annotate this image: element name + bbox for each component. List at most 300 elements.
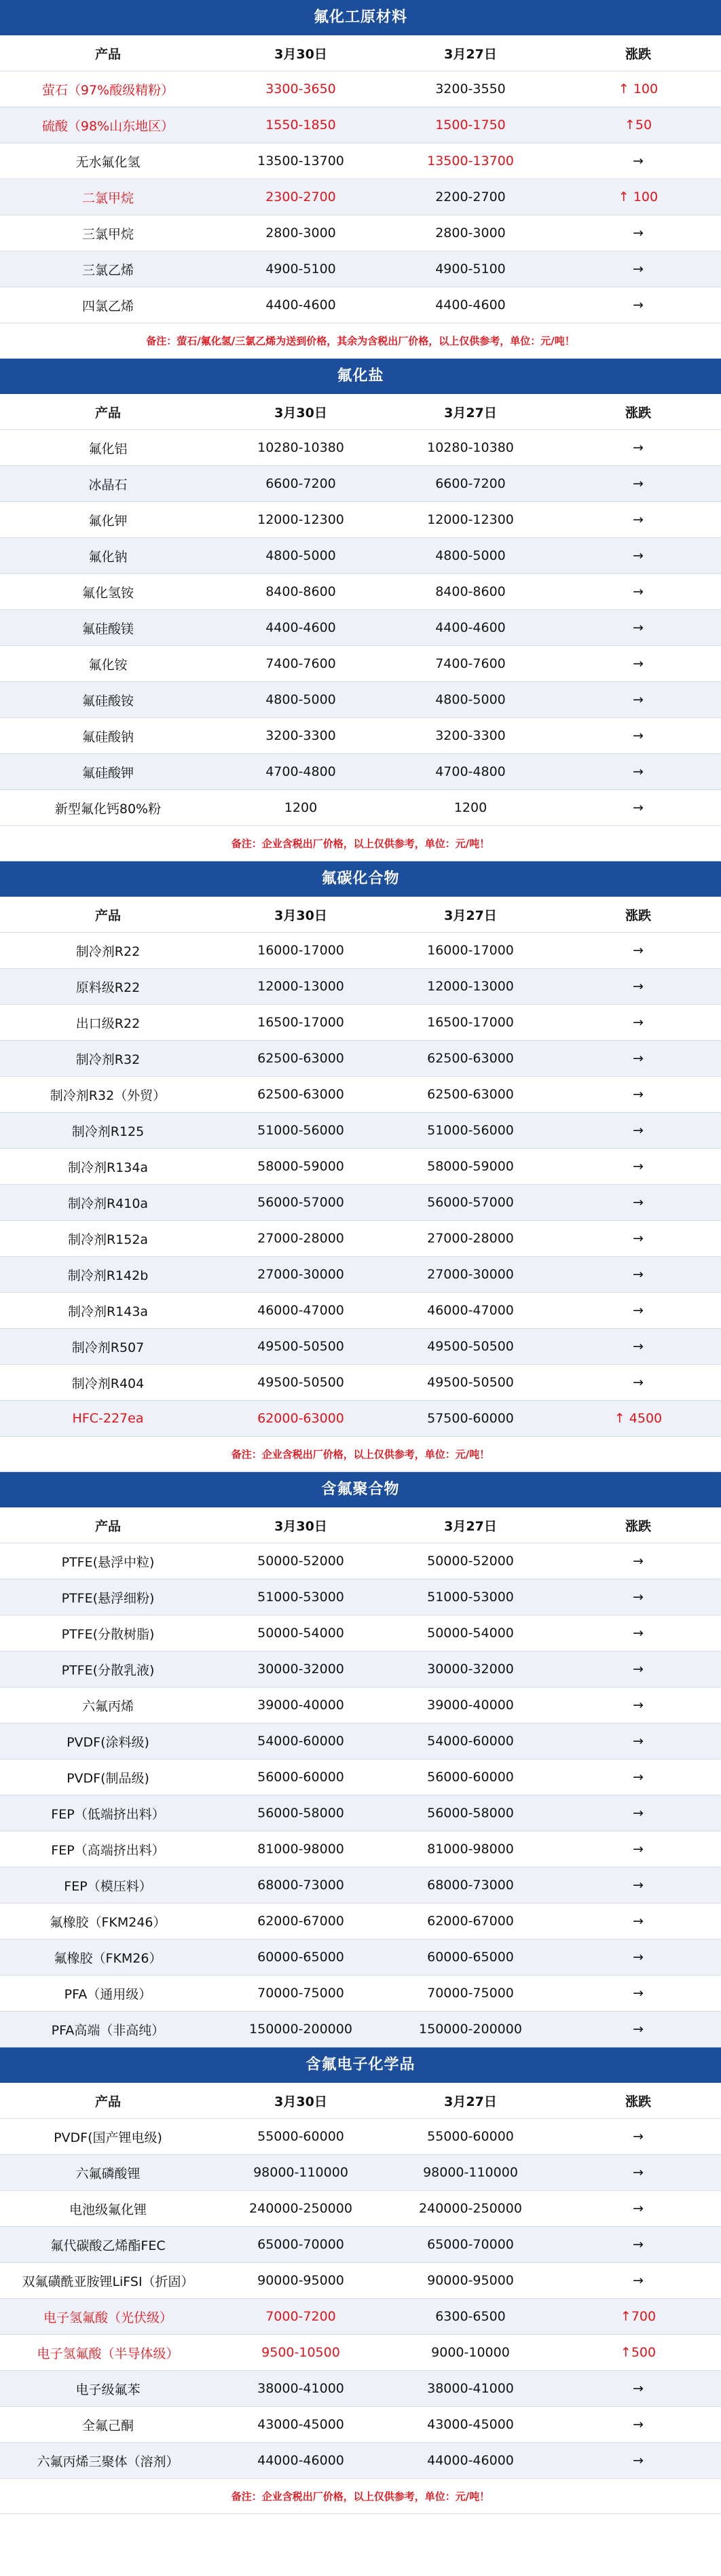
cell-price-date-1: 50000-52000 bbox=[257, 1554, 344, 1569]
cell-price-date-2: 1500-1750 bbox=[435, 118, 506, 132]
cell-price-date-1: 12000-13000 bbox=[257, 979, 344, 994]
cell-price-date-1: 12000-12300 bbox=[257, 512, 344, 527]
cell-product: 氟化氢铵 bbox=[81, 585, 134, 601]
table-row bbox=[0, 646, 721, 682]
cell-change: → bbox=[633, 2381, 644, 2396]
table-row bbox=[0, 2407, 721, 2443]
cell-product: 硫酸（98%山东地区） bbox=[41, 118, 174, 134]
cell-price-date-1: 9500-10500 bbox=[261, 2345, 340, 2360]
table-row bbox=[0, 251, 721, 287]
cell-change: → bbox=[633, 2273, 644, 2288]
table-row bbox=[0, 1975, 721, 2011]
table-row bbox=[0, 2155, 721, 2191]
table-row bbox=[0, 2263, 721, 2299]
table-row bbox=[0, 1257, 721, 1293]
cell-price-date-2: 60000-65000 bbox=[427, 1950, 514, 1965]
cell-change: → bbox=[633, 1950, 644, 1965]
cell-price-date-1: 62500-63000 bbox=[257, 1087, 344, 1102]
cell-price-date-1: 49500-50500 bbox=[257, 1375, 344, 1390]
cell-change: → bbox=[633, 226, 644, 240]
cell-product: 全氟己酮 bbox=[81, 2418, 134, 2433]
table-row bbox=[0, 2011, 721, 2047]
cell-price-date-2: 30000-32000 bbox=[427, 1662, 514, 1677]
cell-change: → bbox=[633, 548, 644, 563]
cell-price-date-1: 49500-50500 bbox=[257, 1339, 344, 1354]
cell-price-date-1: 7400-7600 bbox=[265, 656, 336, 671]
cell-price-date-1: 54000-60000 bbox=[257, 1734, 344, 1749]
cell-product: 萤石（97%酸级精粉） bbox=[41, 82, 174, 98]
cell-price-date-1: 1550-1850 bbox=[265, 118, 336, 132]
cell-price-date-2: 27000-28000 bbox=[427, 1231, 514, 1246]
table-row bbox=[0, 538, 721, 574]
cell-price-date-1: 38000-41000 bbox=[257, 2381, 344, 2396]
cell-change: → bbox=[633, 656, 644, 671]
cell-price-date-2: 39000-40000 bbox=[427, 1698, 514, 1713]
section-note: 备注：萤石/氟化氢/三氯乙烯为送到价格，其余为含税出厂价格，以上仅供参考，单位：元/吨！ bbox=[0, 323, 721, 359]
cell-product: PVDF(涂料级) bbox=[67, 1734, 149, 1750]
cell-product: 氟橡胶（FKM246） bbox=[50, 1914, 166, 1930]
price-section bbox=[0, 861, 721, 1472]
cell-change: → bbox=[633, 1123, 644, 1138]
table-row bbox=[0, 610, 721, 646]
table-row bbox=[0, 1401, 721, 1437]
header-date-1: 3月30日 bbox=[274, 908, 327, 923]
header-date-2: 3月27日 bbox=[444, 405, 497, 421]
cell-product: 氟硅酸镁 bbox=[81, 621, 134, 637]
cell-product: PVDF(制品级) bbox=[67, 1770, 149, 1786]
cell-price-date-1: 4400-4600 bbox=[265, 298, 336, 312]
cell-product: PTFE(悬浮细粉) bbox=[61, 1590, 155, 1606]
cell-product: 氟化铝 bbox=[88, 441, 128, 457]
cell-product: 氟代碳酸乙烯酯FEC bbox=[50, 2238, 166, 2253]
cell-change: → bbox=[633, 1231, 644, 1246]
cell-price-date-2: 4700-4800 bbox=[435, 764, 506, 779]
cell-product: 三氯乙烯 bbox=[81, 262, 134, 278]
cell-product: 制冷剂R134a bbox=[67, 1160, 149, 1175]
table-row bbox=[0, 1041, 721, 1077]
cell-price-date-1: 7000-7200 bbox=[265, 2309, 336, 2324]
cell-product: 原料级R22 bbox=[75, 980, 141, 995]
cell-price-date-2: 90000-95000 bbox=[427, 2273, 514, 2288]
cell-product: 氟硅酸钠 bbox=[81, 729, 134, 745]
cell-change: → bbox=[633, 1842, 644, 1857]
header-date-1: 3月30日 bbox=[274, 2094, 327, 2109]
cell-change: → bbox=[633, 476, 644, 491]
cell-change: ↑700 bbox=[620, 2309, 657, 2324]
cell-change: → bbox=[633, 1986, 644, 2001]
cell-product: 制冷剂R410a bbox=[67, 1196, 149, 1211]
cell-product: FEP（模压料） bbox=[64, 1878, 152, 1894]
section-title: 氟化工原材料 bbox=[0, 0, 721, 35]
cell-change: → bbox=[633, 1878, 644, 1893]
cell-change: → bbox=[633, 1339, 644, 1354]
cell-change: ↑ 100 bbox=[618, 190, 659, 204]
cell-price-date-1: 56000-57000 bbox=[257, 1195, 344, 1210]
cell-price-date-2: 240000-250000 bbox=[419, 2201, 522, 2216]
cell-change: → bbox=[633, 1051, 644, 1066]
header-date-1: 3月30日 bbox=[274, 46, 327, 62]
cell-price-date-1: 4400-4600 bbox=[265, 620, 336, 635]
cell-price-date-2: 3200-3300 bbox=[435, 728, 506, 743]
table-row bbox=[0, 1831, 721, 1867]
table-row bbox=[0, 1185, 721, 1221]
cell-change: → bbox=[633, 1590, 644, 1605]
cell-change: ↑500 bbox=[620, 2345, 657, 2360]
table-row bbox=[0, 502, 721, 538]
cell-product: FEP（低端挤出料） bbox=[51, 1806, 165, 1822]
cell-price-date-1: 46000-47000 bbox=[257, 1303, 344, 1318]
cell-change: → bbox=[633, 262, 644, 276]
cell-product: 制冷剂R22 bbox=[75, 944, 141, 959]
cell-price-date-1: 27000-30000 bbox=[257, 1267, 344, 1282]
cell-product: 制冷剂R404 bbox=[71, 1376, 145, 1391]
section-note: 备注：企业含税出厂价格，以上仅供参考，单位：元/吨！ bbox=[0, 826, 721, 861]
table-row bbox=[0, 1579, 721, 1615]
price-section bbox=[0, 1472, 721, 2047]
cell-product: 电子氢氟酸（半导体级） bbox=[37, 2346, 179, 2361]
table-row bbox=[0, 2335, 721, 2371]
table-row bbox=[0, 933, 721, 969]
cell-price-date-1: 56000-58000 bbox=[257, 1806, 344, 1821]
cell-product: 氟硅酸铵 bbox=[81, 693, 134, 709]
cell-price-date-1: 4800-5000 bbox=[265, 692, 336, 707]
table-row bbox=[0, 1723, 721, 1759]
cell-price-date-2: 62500-63000 bbox=[427, 1051, 514, 1066]
cell-change: → bbox=[633, 1734, 644, 1749]
cell-price-date-1: 16000-17000 bbox=[257, 943, 344, 958]
cell-price-date-1: 150000-200000 bbox=[249, 2022, 352, 2037]
table-row bbox=[0, 2443, 721, 2479]
cell-change: → bbox=[633, 2201, 644, 2216]
table-row bbox=[0, 1615, 721, 1651]
cell-price-date-2: 62000-67000 bbox=[427, 1914, 514, 1929]
cell-product: 新型氟化钙80%粉 bbox=[54, 801, 162, 817]
cell-price-date-2: 50000-52000 bbox=[427, 1554, 514, 1569]
table-row bbox=[0, 969, 721, 1005]
cell-price-date-2: 57500-60000 bbox=[427, 1411, 514, 1426]
price-section bbox=[0, 359, 721, 861]
cell-price-date-1: 55000-60000 bbox=[257, 2129, 344, 2144]
cell-price-date-2: 4400-4600 bbox=[435, 298, 506, 312]
cell-price-date-1: 16500-17000 bbox=[257, 1015, 344, 1030]
table-row bbox=[0, 215, 721, 251]
header-change: 涨跌 bbox=[625, 405, 651, 421]
cell-price-date-2: 43000-45000 bbox=[427, 2417, 514, 2432]
cell-change: → bbox=[633, 979, 644, 994]
header-date-2: 3月27日 bbox=[444, 1518, 497, 1534]
cell-price-date-2: 4900-5100 bbox=[435, 262, 506, 276]
cell-product: PFA（通用级） bbox=[64, 1986, 152, 2002]
cell-price-date-2: 13500-13700 bbox=[427, 154, 514, 168]
header-product: 产品 bbox=[94, 2094, 121, 2109]
cell-product: 出口级R22 bbox=[75, 1016, 141, 1031]
section-title: 氟化盐 bbox=[0, 359, 721, 394]
table-row bbox=[0, 466, 721, 502]
cell-price-date-1: 65000-70000 bbox=[257, 2237, 344, 2252]
cell-product: 二氯甲烷 bbox=[81, 190, 134, 206]
cell-product: 制冷剂R152a bbox=[67, 1232, 149, 1247]
table-row bbox=[0, 1329, 721, 1365]
table-row bbox=[0, 1903, 721, 1939]
cell-price-date-1: 3300-3650 bbox=[265, 82, 336, 96]
cell-price-date-2: 58000-59000 bbox=[427, 1159, 514, 1174]
cell-price-date-2: 70000-75000 bbox=[427, 1986, 514, 2001]
cell-change: → bbox=[633, 692, 644, 707]
cell-price-date-2: 2800-3000 bbox=[435, 226, 506, 240]
header-date-2: 3月27日 bbox=[444, 908, 497, 923]
cell-price-date-1: 81000-98000 bbox=[257, 1842, 344, 1857]
header-date-1: 3月30日 bbox=[274, 1518, 327, 1534]
table-row bbox=[0, 1113, 721, 1149]
section-title: 含氟电子化学品 bbox=[0, 2047, 721, 2083]
cell-change: → bbox=[633, 1626, 644, 1641]
cell-change: → bbox=[633, 1770, 644, 1785]
cell-product: 电池级氟化锂 bbox=[69, 2202, 147, 2217]
cell-price-date-1: 27000-28000 bbox=[257, 1231, 344, 1246]
cell-price-date-1: 2300-2700 bbox=[265, 190, 336, 204]
cell-change: → bbox=[633, 2237, 644, 2252]
cell-change: → bbox=[633, 2417, 644, 2432]
cell-price-date-1: 62000-67000 bbox=[257, 1914, 344, 1929]
header-change: 涨跌 bbox=[625, 908, 651, 923]
cell-product: 制冷剂R143a bbox=[67, 1304, 149, 1319]
cell-change: → bbox=[633, 584, 644, 599]
table-row bbox=[0, 1867, 721, 1903]
cell-change: → bbox=[633, 512, 644, 527]
table-row bbox=[0, 1543, 721, 1579]
cell-price-date-2: 16000-17000 bbox=[427, 943, 514, 958]
cell-change: → bbox=[633, 800, 644, 815]
cell-product: 氟化铵 bbox=[88, 657, 128, 673]
cell-price-date-2: 51000-53000 bbox=[427, 1590, 514, 1605]
cell-price-date-2: 150000-200000 bbox=[419, 2022, 522, 2037]
cell-change: → bbox=[633, 2165, 644, 2180]
cell-change: → bbox=[633, 1698, 644, 1713]
cell-price-date-2: 8400-8600 bbox=[435, 584, 506, 599]
header-date-2: 3月27日 bbox=[444, 46, 497, 62]
cell-product: 双氟磺酰亚胺锂LiFSI（折固） bbox=[22, 2274, 194, 2289]
cell-price-date-1: 70000-75000 bbox=[257, 1986, 344, 2001]
cell-price-date-2: 6300-6500 bbox=[435, 2309, 506, 2324]
cell-price-date-1: 13500-13700 bbox=[257, 154, 344, 168]
cell-price-date-1: 6600-7200 bbox=[265, 476, 336, 491]
table-row bbox=[0, 754, 721, 790]
cell-product: 无水氟化氢 bbox=[75, 154, 141, 170]
header-product: 产品 bbox=[94, 405, 121, 421]
cell-price-date-2: 9000-10000 bbox=[431, 2345, 510, 2360]
cell-product: 四氯乙烯 bbox=[81, 298, 134, 314]
cell-price-date-1: 30000-32000 bbox=[257, 1662, 344, 1677]
cell-price-date-1: 98000-110000 bbox=[253, 2165, 348, 2180]
cell-price-date-1: 4700-4800 bbox=[265, 764, 336, 779]
cell-price-date-2: 1200 bbox=[454, 800, 487, 815]
cell-product: 六氟丙烯 bbox=[81, 1698, 134, 1714]
cell-price-date-2: 50000-54000 bbox=[427, 1626, 514, 1641]
section-title: 氟碳化合物 bbox=[0, 861, 721, 897]
cell-price-date-2: 4800-5000 bbox=[435, 692, 506, 707]
cell-product: PFA高端（非高纯） bbox=[51, 2022, 165, 2038]
cell-change: → bbox=[633, 1914, 644, 1929]
cell-price-date-1: 3200-3300 bbox=[265, 728, 336, 743]
cell-change: ↑ 100 bbox=[618, 82, 659, 96]
cell-price-date-2: 2200-2700 bbox=[435, 190, 506, 204]
cell-price-date-2: 49500-50500 bbox=[427, 1339, 514, 1354]
cell-change: → bbox=[633, 1375, 644, 1390]
table-row bbox=[0, 2299, 721, 2335]
cell-product: PTFE(分散乳液) bbox=[61, 1662, 155, 1678]
cell-price-date-2: 44000-46000 bbox=[427, 2453, 514, 2468]
cell-price-date-1: 1200 bbox=[284, 800, 318, 815]
cell-change: → bbox=[633, 2129, 644, 2144]
cell-price-date-1: 56000-60000 bbox=[257, 1770, 344, 1785]
cell-price-date-2: 98000-110000 bbox=[423, 2165, 518, 2180]
cell-change: → bbox=[633, 298, 644, 312]
cell-price-date-2: 16500-17000 bbox=[427, 1015, 514, 1030]
cell-change: ↑ 4500 bbox=[614, 1411, 663, 1426]
cell-price-date-2: 27000-30000 bbox=[427, 1267, 514, 1282]
cell-product: 三氯甲烷 bbox=[81, 226, 134, 242]
price-section bbox=[0, 2047, 721, 2514]
cell-change: ↑50 bbox=[624, 118, 652, 132]
cell-price-date-2: 46000-47000 bbox=[427, 1303, 514, 1318]
table-row bbox=[0, 1687, 721, 1723]
cell-change: → bbox=[633, 1015, 644, 1030]
table-row bbox=[0, 1293, 721, 1329]
cell-product: 制冷剂R507 bbox=[71, 1340, 145, 1355]
cell-product: HFC-227ea bbox=[72, 1411, 144, 1426]
section-title: 含氟聚合物 bbox=[0, 1472, 721, 1507]
cell-change: → bbox=[633, 2453, 644, 2468]
table-row bbox=[0, 1759, 721, 1795]
table-row bbox=[0, 71, 721, 107]
cell-price-date-2: 51000-56000 bbox=[427, 1123, 514, 1138]
cell-change: → bbox=[633, 764, 644, 779]
table-row bbox=[0, 179, 721, 215]
cell-price-date-1: 90000-95000 bbox=[257, 2273, 344, 2288]
cell-product: 制冷剂R142b bbox=[67, 1268, 149, 1283]
cell-price-date-2: 81000-98000 bbox=[427, 1842, 514, 1857]
cell-product: 制冷剂R125 bbox=[71, 1124, 145, 1139]
cell-price-date-1: 62500-63000 bbox=[257, 1051, 344, 1066]
table-row bbox=[0, 287, 721, 323]
table-row bbox=[0, 718, 721, 754]
cell-price-date-1: 8400-8600 bbox=[265, 584, 336, 599]
cell-price-date-2: 7400-7600 bbox=[435, 656, 506, 671]
cell-price-date-2: 3200-3550 bbox=[435, 82, 506, 96]
cell-price-date-2: 38000-41000 bbox=[427, 2381, 514, 2396]
cell-change: → bbox=[633, 1303, 644, 1318]
cell-price-date-1: 240000-250000 bbox=[249, 2201, 352, 2216]
cell-change: → bbox=[633, 1159, 644, 1174]
cell-product: 电子氢氟酸（光伏级） bbox=[43, 2310, 172, 2325]
table-row bbox=[0, 107, 721, 143]
cell-price-date-1: 51000-53000 bbox=[257, 1590, 344, 1605]
cell-price-date-1: 4900-5100 bbox=[265, 262, 336, 276]
cell-price-date-1: 58000-59000 bbox=[257, 1159, 344, 1174]
cell-change: → bbox=[633, 943, 644, 958]
cell-price-date-2: 49500-50500 bbox=[427, 1375, 514, 1390]
table-row bbox=[0, 1221, 721, 1257]
cell-price-date-2: 4400-4600 bbox=[435, 620, 506, 635]
table-row bbox=[0, 574, 721, 610]
table-row bbox=[0, 2191, 721, 2227]
cell-price-date-2: 68000-73000 bbox=[427, 1878, 514, 1893]
cell-price-date-1: 4800-5000 bbox=[265, 548, 336, 563]
cell-product: 六氟丙烯三聚体（溶剂） bbox=[37, 2454, 179, 2469]
cell-change: → bbox=[633, 1662, 644, 1677]
cell-price-date-2: 56000-60000 bbox=[427, 1770, 514, 1785]
cell-product: PTFE(悬浮中粒) bbox=[61, 1554, 155, 1570]
cell-price-date-1: 2800-3000 bbox=[265, 226, 336, 240]
cell-product: PVDF(国产锂电级) bbox=[54, 2130, 162, 2145]
table-row bbox=[0, 790, 721, 826]
header-date-2: 3月27日 bbox=[444, 2094, 497, 2109]
cell-price-date-2: 56000-58000 bbox=[427, 1806, 514, 1821]
table-row bbox=[0, 2371, 721, 2407]
table-header bbox=[0, 2083, 721, 2119]
header-product: 产品 bbox=[94, 908, 121, 923]
cell-product: 六氟磷酸锂 bbox=[75, 2166, 141, 2181]
cell-price-date-2: 12000-13000 bbox=[427, 979, 514, 994]
cell-change: → bbox=[633, 1087, 644, 1102]
cell-price-date-1: 60000-65000 bbox=[257, 1950, 344, 1965]
table-row bbox=[0, 430, 721, 466]
header-change: 涨跌 bbox=[625, 1518, 651, 1534]
table-header bbox=[0, 897, 721, 933]
table-header bbox=[0, 1507, 721, 1543]
table-row bbox=[0, 1795, 721, 1831]
cell-change: → bbox=[633, 154, 644, 168]
cell-price-date-1: 39000-40000 bbox=[257, 1698, 344, 1713]
cell-change: → bbox=[633, 1195, 644, 1210]
table-row bbox=[0, 2227, 721, 2263]
cell-product: 制冷剂R32 bbox=[75, 1052, 141, 1067]
cell-price-date-2: 10280-10380 bbox=[427, 440, 514, 455]
cell-change: → bbox=[633, 728, 644, 743]
cell-price-date-2: 62500-63000 bbox=[427, 1087, 514, 1102]
header-product: 产品 bbox=[94, 46, 121, 62]
table-row bbox=[0, 1149, 721, 1185]
cell-price-date-1: 62000-63000 bbox=[257, 1411, 344, 1426]
cell-change: → bbox=[633, 2022, 644, 2037]
cell-change: → bbox=[633, 1806, 644, 1821]
cell-price-date-2: 12000-12300 bbox=[427, 512, 514, 527]
table-row bbox=[0, 1939, 721, 1975]
header-change: 涨跌 bbox=[625, 2094, 651, 2109]
cell-price-date-1: 50000-54000 bbox=[257, 1626, 344, 1641]
cell-product: PTFE(分散树脂) bbox=[61, 1626, 155, 1642]
section-note: 备注：企业含税出厂价格，以上仅供参考，单位：元/吨！ bbox=[0, 1437, 721, 1472]
cell-price-date-1: 44000-46000 bbox=[257, 2453, 344, 2468]
table-row bbox=[0, 1651, 721, 1687]
price-section bbox=[0, 0, 721, 359]
header-change: 涨跌 bbox=[625, 46, 651, 62]
header-date-1: 3月30日 bbox=[274, 405, 327, 421]
cell-price-date-2: 55000-60000 bbox=[427, 2129, 514, 2144]
cell-product: 氟化钾 bbox=[88, 513, 128, 529]
cell-price-date-1: 43000-45000 bbox=[257, 2417, 344, 2432]
cell-product: 电子级氟苯 bbox=[75, 2382, 141, 2397]
table-row bbox=[0, 2119, 721, 2155]
cell-product: 冰晶石 bbox=[88, 477, 128, 493]
table-row bbox=[0, 682, 721, 718]
table-header bbox=[0, 394, 721, 430]
table-row bbox=[0, 1365, 721, 1401]
cell-price-date-1: 51000-56000 bbox=[257, 1123, 344, 1138]
cell-price-date-1: 10280-10380 bbox=[257, 440, 344, 455]
section-note: 备注：企业含税出厂价格，以上仅供参考，单位：元/吨！ bbox=[0, 2479, 721, 2514]
cell-price-date-2: 65000-70000 bbox=[427, 2237, 514, 2252]
